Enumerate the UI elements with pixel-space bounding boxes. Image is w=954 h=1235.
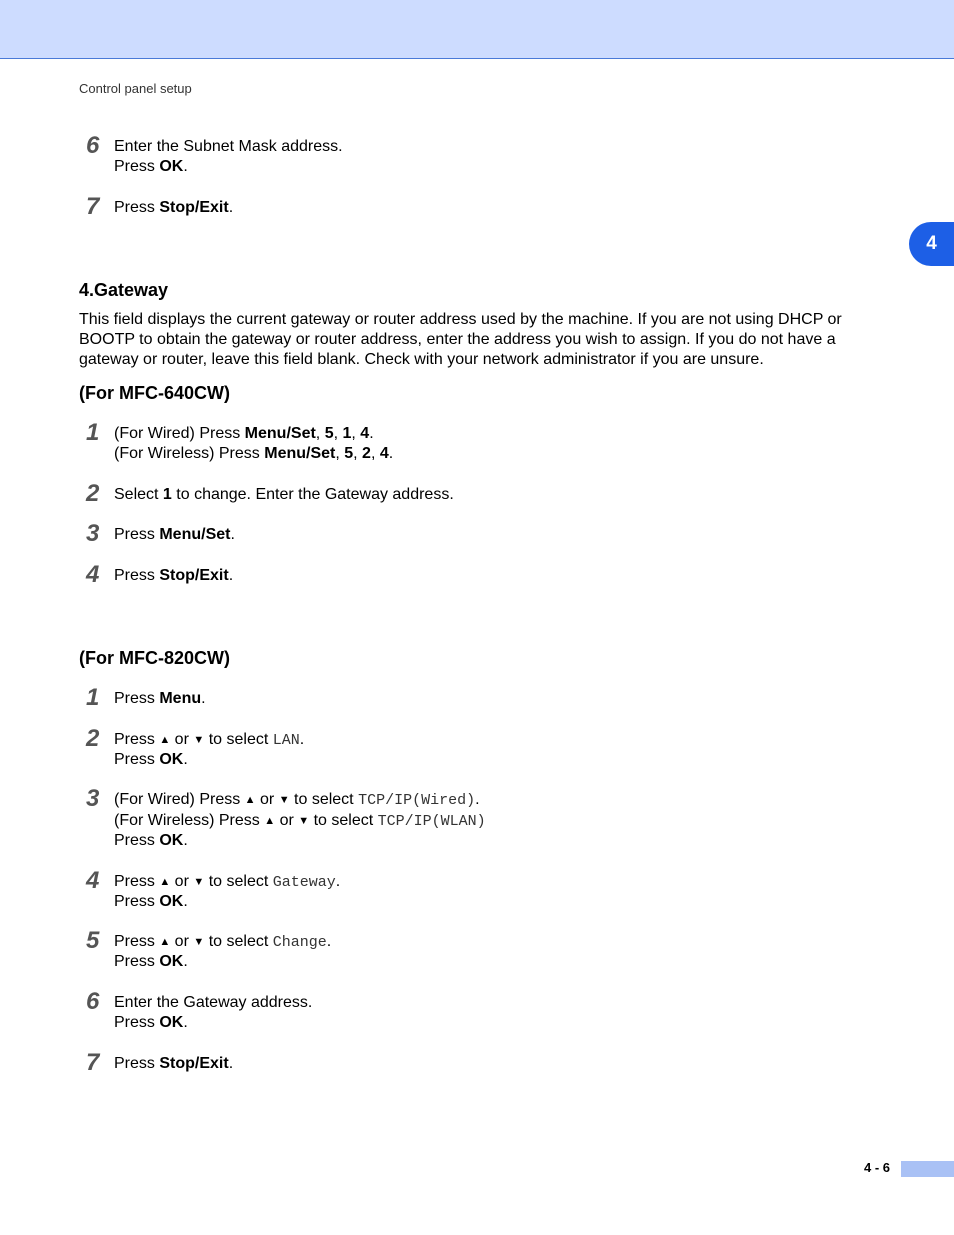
step-text: Press ▲ or ▼ to select Change. xyxy=(114,933,332,951)
step-text: (For Wireless) Press ▲ or ▼ to select TCP/IP(WLAN) xyxy=(114,812,486,830)
up-arrow-icon: ▲ xyxy=(264,815,276,827)
step-text: Press Stop/Exit. xyxy=(114,1055,234,1072)
step-text: Press ▲ or ▼ to select LAN. xyxy=(114,731,305,749)
step-text: Press OK. xyxy=(114,751,188,768)
down-arrow-icon: ▼ xyxy=(278,794,290,806)
step-text: Press Stop/Exit. xyxy=(114,199,234,216)
gateway-description: This field displays the current gateway or router address used by the machine. If you are not using DHCP or BOOTP to obtain the gateway or router address, enter the address you wish to assign. If you do not have a gateway or router, leave this field blank. Check with your network administrator if you are unsure. xyxy=(79,311,842,368)
step-number: 6 xyxy=(86,988,100,1015)
running-head: Control panel setup xyxy=(79,81,192,96)
step-number: 5 xyxy=(86,927,100,954)
down-arrow-icon: ▼ xyxy=(193,734,205,746)
step-number: 1 xyxy=(86,419,100,446)
step-text: (For Wired) Press ▲ or ▼ to select TCP/IP(Wired). xyxy=(114,791,480,809)
step-number: 7 xyxy=(86,1049,100,1076)
step-text: Press OK. xyxy=(114,893,188,910)
step-text: (For Wireless) Press Menu/Set, 5, 2, 4. xyxy=(114,445,394,462)
step-text: Press OK. xyxy=(114,832,188,849)
step-text: Select 1 to change. Enter the Gateway address. xyxy=(114,486,454,503)
step-text: Press Menu. xyxy=(114,690,206,707)
step-number: 2 xyxy=(86,480,100,507)
step-text: Press OK. xyxy=(114,1014,188,1031)
step-text: Enter the Gateway address. xyxy=(114,994,313,1011)
section-heading: 4.Gateway xyxy=(79,280,169,300)
step-text: (For Wired) Press Menu/Set, 5, 1, 4. xyxy=(114,425,374,442)
step-number: 4 xyxy=(86,561,100,588)
lcd-value: Gateway xyxy=(272,874,336,891)
step-text: Enter the Subnet Mask address. xyxy=(114,138,343,155)
down-arrow-icon: ▼ xyxy=(193,876,205,888)
up-arrow-icon: ▲ xyxy=(159,734,171,746)
down-arrow-icon: ▼ xyxy=(298,815,310,827)
page-number: 4 - 6 xyxy=(864,1160,891,1175)
step-number: 1 xyxy=(86,684,100,711)
lcd-value: TCP/IP(Wired) xyxy=(358,792,476,809)
step-text: Press ▲ or ▼ to select Gateway. xyxy=(114,873,341,891)
up-arrow-icon: ▲ xyxy=(159,936,171,948)
lcd-value: Change xyxy=(272,934,327,951)
model-heading-820: (For MFC-820CW) xyxy=(79,648,230,668)
lcd-value: LAN xyxy=(272,732,300,749)
step-number: 6 xyxy=(86,132,100,159)
step-number: 7 xyxy=(86,193,100,220)
step-text: Press Stop/Exit. xyxy=(114,567,234,584)
footer-bar xyxy=(901,1161,954,1177)
step-number: 2 xyxy=(86,725,100,752)
up-arrow-icon: ▲ xyxy=(244,794,256,806)
step-number: 3 xyxy=(86,520,100,547)
step-number: 4 xyxy=(86,867,100,894)
down-arrow-icon: ▼ xyxy=(193,936,205,948)
step-text: Press Menu/Set. xyxy=(114,526,235,543)
step-number: 3 xyxy=(86,785,100,812)
model-heading-640: (For MFC-640CW) xyxy=(79,383,230,403)
chapter-tab[interactable]: 4 xyxy=(909,222,954,266)
lcd-value: TCP/IP(WLAN) xyxy=(377,813,486,830)
step-text: Press OK. xyxy=(114,158,188,175)
header-band xyxy=(0,0,954,59)
up-arrow-icon: ▲ xyxy=(159,876,171,888)
step-text: Press OK. xyxy=(114,953,188,970)
